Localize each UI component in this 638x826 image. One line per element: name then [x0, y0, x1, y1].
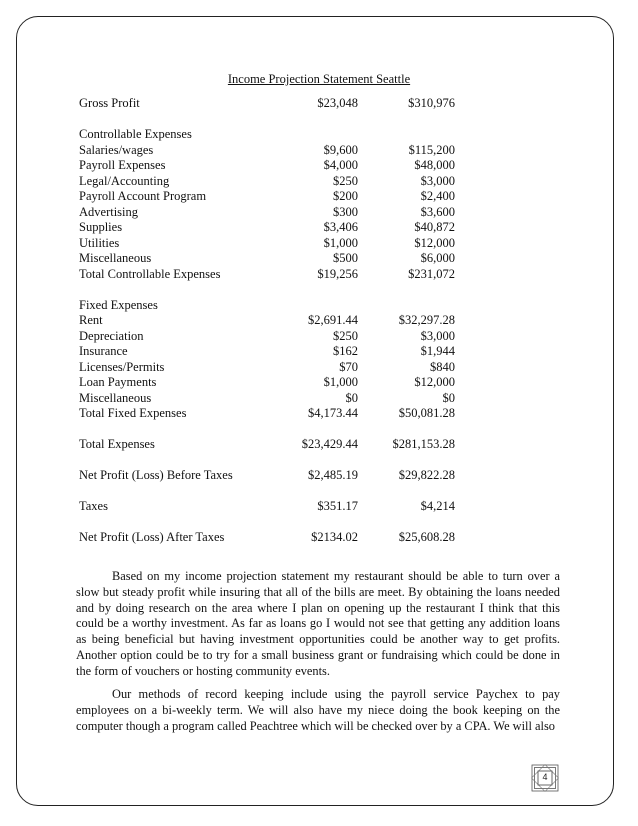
- monthly-value: $200: [333, 189, 358, 203]
- monthly-value: $4,000: [323, 158, 358, 172]
- annual-value: $29,822.28: [398, 468, 455, 482]
- table-row: [79, 391, 464, 407]
- monthly-value: $162: [333, 344, 358, 358]
- monthly-value: $4,173.44: [308, 406, 358, 420]
- row-label: Salaries/wages: [79, 142, 154, 157]
- row-label: Taxes: [79, 499, 108, 513]
- monthly-value: $351.17: [317, 499, 358, 513]
- row-label: Fixed Expenses: [79, 297, 158, 312]
- annual-value: $115,200: [408, 142, 455, 157]
- row-label: Total Fixed Expenses: [79, 406, 187, 420]
- table-row: [79, 360, 464, 376]
- annual-value: $32,297.28: [398, 313, 455, 327]
- table-row: [79, 205, 464, 221]
- table-spacer: [79, 484, 464, 500]
- table-row: [79, 406, 464, 422]
- paragraph-record-keeping: Our methods of record keeping include using the payroll service Paychex to pay employees on a bi-weekly term. We will also have my niece doing the book keeping on the computer though a program called Peachtree which will be checked over by a CPA. We will also: [76, 687, 560, 733]
- monthly-value: $70: [339, 359, 358, 374]
- row-label: Legal/Accounting: [79, 173, 170, 188]
- row-label: Payroll Account Program: [79, 189, 207, 203]
- monthly-value: $2134.02: [311, 530, 358, 544]
- table-row: [79, 298, 464, 314]
- annual-value: $3,000: [420, 328, 455, 343]
- monthly-value: $1,000: [323, 375, 358, 389]
- table-spacer: [79, 282, 464, 298]
- table-row: [79, 127, 464, 143]
- monthly-value: $300: [333, 204, 358, 219]
- annual-value: $1,944: [420, 344, 455, 358]
- row-label: Utilities: [79, 235, 120, 250]
- annual-value: $25,608.28: [398, 530, 455, 544]
- monthly-value: $9,600: [323, 142, 358, 157]
- annual-value: $3,000: [420, 173, 455, 188]
- annual-value: $231,072: [408, 266, 455, 281]
- table-row: [79, 437, 464, 453]
- monthly-value: $500: [333, 251, 358, 265]
- annual-value: $310,976: [408, 96, 455, 110]
- row-label: Net Profit (Loss) Before Taxes: [79, 468, 233, 482]
- monthly-value: $2,485.19: [308, 468, 358, 482]
- annual-value: $2,400: [420, 189, 455, 203]
- row-label: Controllable Expenses: [79, 127, 192, 141]
- row-label: Loan Payments: [79, 375, 157, 389]
- monthly-value: $3,406: [323, 220, 358, 234]
- row-label: Payroll Expenses: [79, 158, 166, 172]
- annual-value: $0: [442, 390, 455, 405]
- monthly-value: $1,000: [323, 235, 358, 250]
- page-number-badge: [531, 764, 559, 792]
- annual-value: $281,153.28: [392, 437, 455, 451]
- paragraph-income-summary: Based on my income projection statement my restaurant should be able to turn over a slow but steady profit while insuring that all of the bills are meet. By obtaining the loans needed and by doing research on the area where I plan on opening up the restaurant I think that this could be a worthy investment. As far as loans go I would not see that getting any addition loans as being beneficial but having investment opportunities could be another way to get profits. Another option could be to try for a small business grant or fundraising which could be done in the form of vouchers or hosting community events.: [76, 569, 560, 678]
- row-label: Licenses/Permits: [79, 359, 165, 374]
- annual-value: $50,081.28: [398, 406, 455, 420]
- row-label: Supplies: [79, 220, 123, 234]
- row-label: Rent: [79, 313, 103, 327]
- table-row: [79, 530, 464, 546]
- table-row: [79, 158, 464, 174]
- monthly-value: $250: [333, 173, 358, 188]
- table-spacer: [79, 453, 464, 469]
- monthly-value: $2,691.44: [308, 313, 358, 327]
- table-row: [79, 96, 464, 112]
- row-label: Depreciation: [79, 328, 144, 343]
- row-label: Total Expenses: [79, 437, 155, 451]
- table-row: [79, 344, 464, 360]
- table-row: [79, 313, 464, 329]
- monthly-value: $0: [345, 390, 358, 405]
- table-row: [79, 375, 464, 391]
- annual-value: $40,872: [414, 220, 455, 234]
- row-label: Miscellaneous: [79, 390, 152, 405]
- monthly-value: $23,048: [317, 96, 358, 110]
- annual-value: $12,000: [414, 375, 455, 389]
- row-label: Net Profit (Loss) After Taxes: [79, 530, 225, 544]
- page-number: 4: [542, 772, 548, 782]
- table-spacer: [79, 422, 464, 438]
- body-text: [76, 569, 560, 680]
- table-row: [79, 174, 464, 190]
- table-row: [79, 251, 464, 267]
- table-row: [79, 468, 464, 484]
- table-row: [79, 329, 464, 345]
- table-spacer: [79, 515, 464, 531]
- monthly-value: $250: [333, 328, 358, 343]
- monthly-value: $23,429.44: [301, 437, 358, 451]
- row-label: Gross Profit: [79, 96, 140, 110]
- table-row: [79, 220, 464, 236]
- annual-value: $12,000: [414, 235, 455, 250]
- annual-value: $48,000: [414, 158, 455, 172]
- body-text-2: [76, 687, 560, 734]
- monthly-value: $19,256: [317, 266, 358, 281]
- income-statement-table: [79, 96, 464, 546]
- row-label: Insurance: [79, 344, 128, 358]
- table-row: [79, 236, 464, 252]
- annual-value: $840: [430, 359, 455, 374]
- table-row: [79, 143, 464, 159]
- annual-value: $3,600: [420, 204, 455, 219]
- annual-value: $4,214: [420, 499, 455, 513]
- table-row: [79, 499, 464, 515]
- table-spacer: [79, 112, 464, 128]
- statement-title: Income Projection Statement Seattle: [227, 72, 411, 86]
- row-label: Miscellaneous: [79, 251, 152, 265]
- row-label: Advertising: [79, 204, 139, 219]
- table-row: [79, 267, 464, 283]
- table-row: [79, 189, 464, 205]
- annual-value: $6,000: [420, 251, 455, 265]
- row-label: Total Controllable Expenses: [79, 266, 221, 281]
